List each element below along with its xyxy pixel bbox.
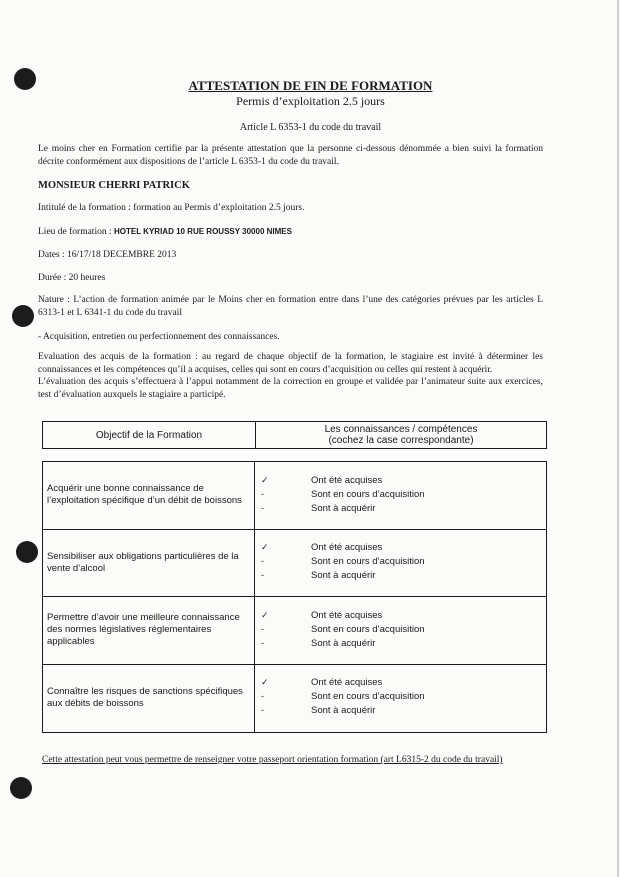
option-label: Ont été acquises (311, 677, 383, 689)
objective-options (255, 462, 546, 529)
option-label: Sont à acquérir (311, 570, 376, 582)
training-dates: Dates : 16/17/18 DECEMBRE 2013 (38, 250, 177, 260)
dash-mark[interactable]: - (261, 570, 264, 581)
training-location (38, 227, 292, 237)
document-title: ATTESTATION DE FIN DE FORMATION (188, 78, 433, 93)
header-objective: Objectif de la Formation (43, 422, 256, 448)
footer-note: Cette attestation peut vous permettre de renseigner votre passeport orientation formation (art L6315-2 du code du travail) (42, 755, 503, 765)
document-subtitle: Permis d’exploitation 2.5 jours (236, 94, 385, 108)
trainee-name: MONSIEUR CHERRI PATRICK (38, 180, 190, 191)
option-label: Ont été acquises (311, 474, 383, 486)
header-skills-line1: Les connaissances / compétences (324, 424, 478, 435)
evaluation-paragraph (38, 351, 543, 401)
punch-hole-lower-middle (16, 541, 38, 563)
article-reference: Article L 6353-1 du code du travail (239, 122, 382, 133)
option-label: Sont en cours d’acquisition (311, 488, 425, 500)
header-skills-line2: (cochez la case correspondante) (328, 435, 474, 446)
objective-label: Acquérir une bonne connaissance de l’exploitation spécifique d’un débit de boissons (43, 462, 255, 529)
option-label: Sont en cours d’acquisition (311, 691, 425, 703)
table-row (43, 597, 546, 665)
option-label: Sont à acquérir (311, 637, 376, 649)
objective-options (255, 597, 546, 664)
evaluation-text-2: L’évaluation des acquis s’effectuera à l’appui notamment de la correction en groupe et validée par l’animateur suite aux exercices, test d’évaluation auxquels le stagiaire a participé. (38, 377, 543, 400)
location-label: Lieu de formation : (38, 227, 114, 237)
checkmark-icon[interactable]: ✓ (261, 677, 269, 688)
dash-mark[interactable]: - (261, 691, 264, 702)
location-value: HOTEL KYRIAD 10 RUE ROUSSY 30000 NIMES (113, 227, 292, 236)
dash-mark[interactable]: - (261, 556, 264, 567)
option-label: Sont à acquérir (311, 705, 376, 717)
option-label: Sont à acquérir (311, 502, 376, 514)
dash-mark[interactable]: - (261, 502, 264, 513)
punch-hole-upper-middle (12, 305, 34, 327)
intro-paragraph: Le moins cher en Formation certifie par la présente attestation que la personne ci-dessous dénommée a bien suivi la formation décrite conformément aux dispositions de l’article L 6353-1 du code du travail. (38, 144, 543, 167)
nature-bullet: - Acquisition, entretien ou perfectionnement des connaissances. (38, 332, 280, 342)
objective-label: Permettre d’avoir une meilleure connaissance des normes législatives réglementaires applicables (43, 597, 255, 664)
punch-hole-bottom (10, 777, 32, 799)
dash-mark[interactable]: - (261, 637, 264, 648)
dash-mark[interactable]: - (261, 623, 264, 634)
objective-label: Connaître les risques de sanctions spécifiques aux débits de boissons (43, 665, 255, 733)
training-title: Intitulé de la formation : formation au Permis d’exploitation 2.5 jours. (38, 203, 305, 213)
table-row (43, 462, 546, 530)
option-label: Sont en cours d’acquisition (311, 556, 425, 568)
checkmark-icon[interactable]: ✓ (261, 542, 269, 553)
table-row (43, 665, 546, 733)
training-duration: Durée : 20 heures (38, 273, 106, 283)
dash-mark[interactable]: - (261, 705, 264, 716)
objectives-table (42, 461, 547, 733)
option-label: Sont en cours d’acquisition (311, 623, 425, 635)
checkmark-icon[interactable]: ✓ (261, 609, 269, 620)
dash-mark[interactable]: - (261, 488, 264, 499)
objective-label: Sensibiliser aux obligations particulières de la vente d’alcool (43, 530, 255, 597)
option-label: Ont été acquises (311, 542, 383, 554)
table-header (42, 421, 547, 449)
objective-options (255, 530, 546, 597)
header-skills (256, 422, 546, 448)
table-row (43, 530, 546, 598)
nature-paragraph: Nature : L’action de formation animée par le Moins cher en formation entre dans l’une des catégories prévues par les articles L 6313-1 et L 6341-1 du code du travail (38, 295, 543, 318)
checkmark-icon[interactable]: ✓ (261, 474, 269, 485)
option-label: Ont été acquises (311, 609, 383, 621)
evaluation-text-1: Evaluation des acquis de la formation : au regard de chaque objectif de la formation, le stagiaire est invité à déterminer les connaissances et les compétences qu’il a acquises, celles qui sont en cours d’acquisition ou celles qui restent à acquérir. (38, 352, 543, 375)
objective-options (255, 665, 546, 733)
